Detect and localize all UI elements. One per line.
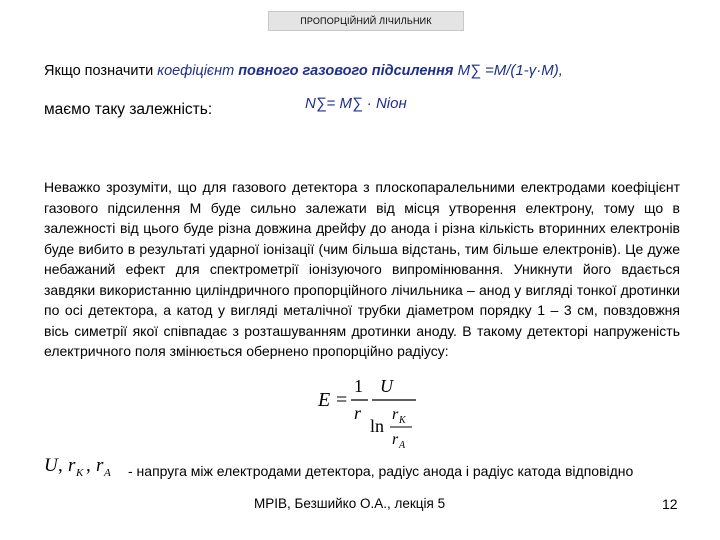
formula-one: 1	[354, 376, 363, 396]
formula-equals: =	[336, 389, 348, 411]
var-rA: r	[96, 455, 104, 476]
var-K: K	[76, 467, 84, 479]
footer-text: МРІВ, Безшийко О.А., лекція 5	[254, 496, 446, 511]
formula-rK: r	[392, 406, 399, 423]
body-paragraph: Неважко зрозуміти, що для газового детектора з плоскопаралельними електродами коефіцієнт газового підсилення M буде сильно залежати від місця утворення електрону, тому що в залежності від цього буде різна довжина дрейфу до анода і різна кількість вторинних електронів буде вибито в результаті ударної іонізації (чим більша відстань, тим більше електронів). Це дуже небажаний ефект для спектрометрії іонізуючого випромінювання. Уникнути його вдається завдяки використанню циліндричного пропорційного лічильника – анод у вигляді тонкої дротинки по осі детектора, а катод у вигляді металічної трубки діаметром порядку 1 – 3 см, повздовжня вісь симетрії якої співпадає з розташуванням дротинки аноду. В такому детекторі напруженість електричного поля змінюється обернено пропорційно радіусу:	[44, 179, 680, 359]
var-sep-2: ,	[86, 455, 91, 476]
var-A: A	[104, 467, 111, 479]
field-formula	[312, 372, 432, 452]
var-U: U	[44, 455, 58, 476]
intro-line	[44, 62, 563, 79]
var-rK: r	[68, 455, 76, 476]
slide-title: ПРОПОРЦІЙНИЙ ЛІЧИЛЬНИК	[268, 11, 464, 31]
variables-list	[44, 453, 126, 483]
page-number: 12	[662, 496, 678, 512]
formula-U: U	[380, 376, 393, 396]
formula-E: E	[318, 389, 331, 411]
formula-rA: r	[392, 431, 399, 448]
coefficient-word: коефіцієнт	[157, 63, 235, 79]
gain-formula: M∑ =M/(1-γ·M),	[453, 62, 563, 79]
gain-phrase: повного газового підсилення	[234, 63, 454, 79]
formula-r: r	[354, 403, 362, 423]
var-sep-1: ,	[58, 455, 63, 476]
dependency-text: маємо таку залежність:	[44, 101, 213, 118]
dependency-formula: N∑= M∑ · Nіон	[305, 95, 407, 112]
intro-prefix: Якщо позначити	[44, 63, 158, 79]
formula-K: K	[399, 415, 406, 426]
variables-description: - напруга між електродами детектора, радіус анода і радіус катода відповідно	[128, 463, 634, 479]
formula-A: A	[399, 440, 406, 451]
formula-ln: ln	[370, 416, 385, 436]
